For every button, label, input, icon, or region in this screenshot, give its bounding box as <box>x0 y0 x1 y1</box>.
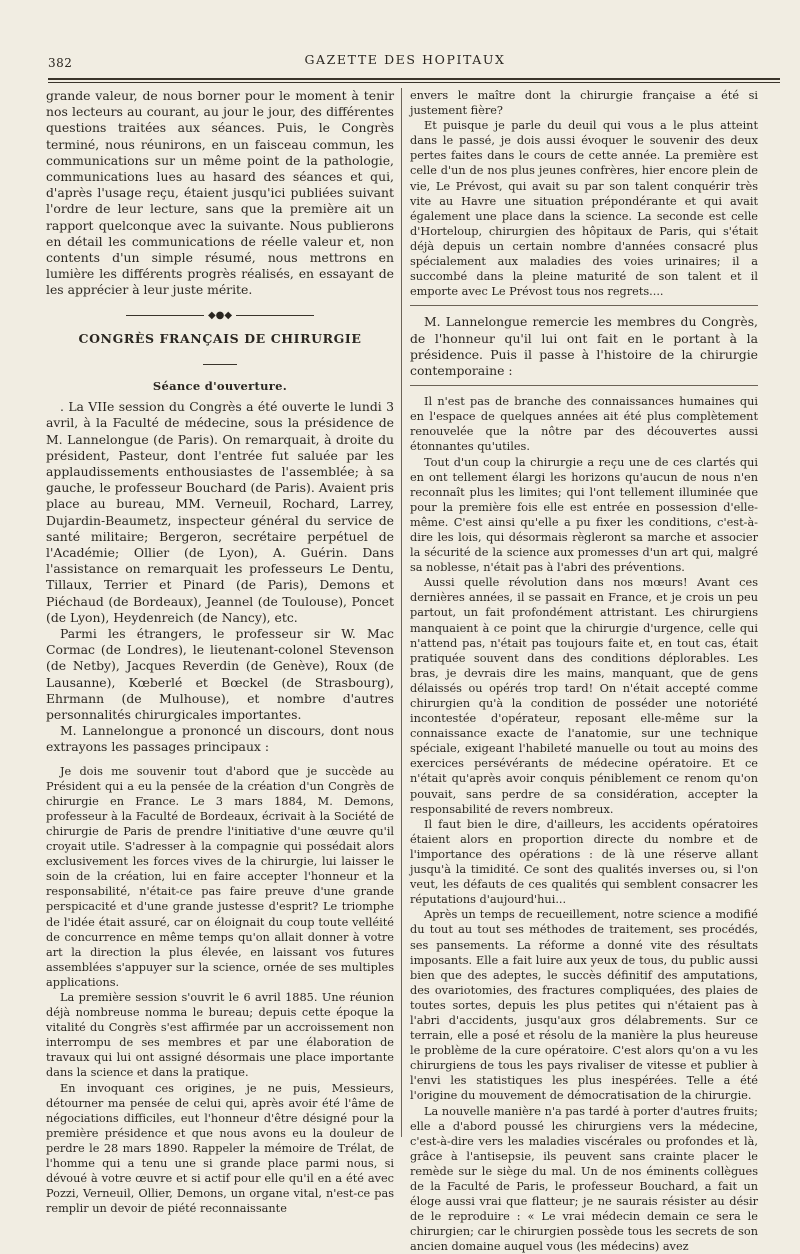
page-number: 382 <box>48 56 73 70</box>
running-title: GAZETTE DES HOPITAUX <box>304 52 506 67</box>
paragraph-foreign-guests: Parmi les étrangers, le professeur sir W. Mac Cormac (de Londres), le lieutenant-colonel Stevenson (de Netby), Jacques Reverdin (de Genève), Roux (de Lausanne), Kœberlé et Bœckel (de Strasbourg), Ehrmann (de Mulhouse), et nombre d'autres personnalités chirurgicales importantes. <box>46 625 394 722</box>
quote-paragraph: La première session s'ouvrit le 6 avril 1885. Une réunion déjà nombreuse nomma le bureau; depuis cette époque la vitalité du Congrès s'est affirmée par un accroissement non interrompu de ses membres et par une élaboration de travaux qui lui ont assigné désormais une place importante dans la science et dans la pratique. <box>46 991 394 1080</box>
quote-paragraph: envers le maître dont la chirurgie française a été si justement fière? <box>410 89 758 118</box>
subsection-title: Séance d'ouverture. <box>152 379 288 394</box>
section-title: CONGRÈS FRANÇAIS DE CHIRURGIE <box>78 331 362 347</box>
separator-rule <box>410 305 758 306</box>
paragraph-speech-intro: M. Lannelongue a prononcé un discours, dont nous extrayons les passages principaux : <box>46 723 394 755</box>
paragraph-thanks: M. Lannelongue remercie les membres du Congrès, de l'honneur qu'il lui ont fait en le portant à la présidence. Puis il passe à l'histoire de la chirurgie contemporaine : <box>410 314 758 378</box>
separator-rule <box>410 385 758 386</box>
quote-paragraph: Il n'est pas de branche des connaissances humaines qui en l'espace de quelques années ait été plus complètement renouvelée que la nôtre par des découvertes aussi étonnantes qu'utiles. <box>410 395 758 454</box>
section-underline <box>46 350 394 369</box>
quote-paragraph: Et puisque je parle du deuil qui vous a le plus atteint dans le passé, je dois aussi évoquer le souvenir des deux pertes faites dans le cours de cette année. La première est celle d'un de nos plus jeunes confrères, hier encore plein de vie, Le Prévost, qui avait su par son talent conquérir très vite au Havre une situation prépondérante et qui avait également une place dans la science. La seconde est celle d'Horteloup, chirurgien des hôpitaux de Paris, qui s'était déjà depuis un certain nombre d'années consacré plus spécialement aux maladies des voies urinaires; il a succombé dans la pleine maturité de son talent et il emporte avec Le Prévost tous nos regrets.... <box>410 119 758 299</box>
quote-paragraph: Aussi quelle révolution dans nos mœurs! Avant ces dernières années, il se passait en France, et je crois un peu partout, un fait profondément attristant. Les chirurgiens manquaient à ce point que la chirurgie d'urgence, celle qui n'attend pas, n'était pas toujours faite et, en tout cas, était pratiquée souvent dans des conditions déplorables. Les bras, je devrais dire les mains, manquant, que de gens délaissés ou opérés trop tard! On n'était accepté comme chirurgien qu'à la condition de posséder une notoriété incontestée d'opérateur, reposant elle-même sur la connaissance exacte de l'anatomie, sur une technique spéciale, exigeant l'habileté manuelle ou tout au moins des exercices persévérants de médecine opératoire. Et ce n'était qu'après avoir conquis péniblement ce renom qu'on pouvait, sans perdre de sa considération, accepter la responsabilité de revers nombreux. <box>410 576 758 816</box>
quote-paragraph: Après un temps de recueillement, notre science a modifié du tout au tout ses méthodes de traitement, ses procédés, ses pansements. La réforme a donné vite des résultats imposants. Elle a fait luire aux yeux de tous, du public aussi bien que des adeptes, le succès définitif des amputations, des ovariotomies, des fractures compliquées, des plaies de toutes sortes, depuis les plus petites qui n'étaient pas à l'abri d'accidents, jusqu'aux gros délabrements. Sur ce terrain, elle a posé et résolu de la manière la plus heureuse le problème de la cure opératoire. C'est alors qu'on a vu les chirurgiens de tous les pays rivaliser de vitesse et publier à l'envi les statistiques les plus inespérées. Telle a été l'origine du mouvement de démocratisation de la chirurgie. <box>410 908 758 1103</box>
column-divider <box>401 88 402 1137</box>
quote-paragraph: En invoquant ces origines, je ne puis, Messieurs, détourner ma pensée de celui qui, après avoir été l'âme de négociations difficiles, eut l'honneur d'être désigné pour la première présidence et que nous avons eu la douleur de perdre le 28 mars 1890. Rappeler la mémoire de Trélat, de l'homme qui a tenu une si grande place parmi nous, si dévoué à votre œuvre et si actif pour elle qu'il en a été avec Pozzi, Verneuil, Ollier, Demons, un organe vital, n'est-ce pas remplir un devoir de piété reconnaissante <box>46 1081 394 1216</box>
section-ornament: ◆●◆ <box>46 311 394 322</box>
quote-paragraph: La nouvelle manière n'a pas tardé à porter d'autres fruits; elle a d'abord poussé les chirurgiens vers la médecine, c'est-à-dire vers les maladies viscérales ou profondes et là, grâce à l'antisepsie, ils peuvent sans crainte placer le remède sur le siège du mal. Un de nos éminents collègues de la Faculté de Paris, le professeur Bouchard, a fait un éloge aussi vrai que flatteur; je ne saurais résister au désir de le reproduire : « Le vrai médecin demain ce sera le chirurgien; car le chirurgien possède tous les secrets de son ancien domaine auquel vous (les médecins) avez <box>410 1104 758 1254</box>
header-double-rule <box>48 78 780 83</box>
paragraph-session-opening: . La VIIe session du Congrès a été ouverte le lundi 3 avril, à la Faculté de médecine, sous la présidence de M. Lannelongue (de Paris). On remarquait, à droite du président, Pasteur, dont l'entrée fut saluée par les applaudissements enthousiastes de l'assemblée; à sa gauche, le professeur Bouchard (de Paris). Avaient pris place au bureau, MM. Verneuil, Rochard, Larrey, Dujardin-Beaumetz, inspecteur général du service de santé militaire; Bergeron, secrétaire perpétuel de l'Académie; Ollier (de Lyon), A. Guérin. Dans l'assistance on remarquait les professeurs Le Dentu, Tillaux, Terrier et Pinard (de Paris), Demons et Piéchaud (de Bordeaux), Jeannel (de Toulouse), Poncet (de Lyon), Heydenreich (de Nancy), etc. <box>46 399 394 625</box>
quote-paragraph: Tout d'un coup la chirurgie a reçu une de ces clartés qui en ont tellement élargi les horizons qu'aucun de nous n'en reconnaît plus les limites; qui l'ont tellement illuminée que pour la première fois elle est entrée en possession d'elle-même. C'est ainsi qu'elle a pu fixer les conditions, c'est-à-dire les lois, qui désormais règleront sa marche et associer la sécurité de la science aux promesses d'un art qui, malgré sa noblesse, n'était pas à l'abri des préventions. <box>410 455 758 575</box>
left-column <box>46 88 394 1216</box>
page-header <box>48 48 762 74</box>
intro-paragraph: grande valeur, de nous borner pour le moment à tenir nos lecteurs au courant, au jour le jour, des différentes questions traitées aux séances. Puis, le Congrès terminé, nous réunirons, en un faisceau commun, les communications sur un même point de la pathologie, communications lues au hasard des séances et qui, d'après l'usage reçu, étaient jusqu'ici publiées suivant l'ordre de leur lecture, sans que la première ait un rapport quelconque avec la suivante. Nous publierons en détail les communications de réelle valeur et, non contents d'un simple résumé, nous mettrons en lumière les différents progrès réalisés, en essayant de les apprécier à leur juste mérite. <box>46 88 394 298</box>
right-column <box>410 88 758 1254</box>
quote-paragraph: Il faut bien le dire, d'ailleurs, les accidents opératoires étaient alors en proportion directe du nombre et de l'importance des opérations : de là une réserve allant jusqu'à la timidité. Ce sont des qualités inverses ou, si l'on veut, les défauts de ces qualités qui semblent consacrer les réputations d'aujourd'hui... <box>410 817 758 907</box>
quote-paragraph: Je dois me souvenir tout d'abord que je succède au Président qui a eu la pensée de la création d'un Congrès de chirurgie en France. Le 3 mars 1884, M. Demons, professeur à la Faculté de Bordeaux, écrivait à la Société de chirurgie de Paris de prendre l'initiative d'une œuvre qu'il croyait utile. S'adresser à la compagnie qui possédait alors exclusivement les forces vives de la chirurgie, lui laisser le soin de la création, lui en faire accepter l'honneur et la responsabilité, n'était-ce pas faire preuve d'une grande perspicacité et d'une grande justesse d'esprit? Le triomphe de l'idée était assuré, car on éloignait du coup toute velléité de concurrence en même temps qu'on allait donner à votre art la direction la plus élevée, en laissant vos futures assemblées s'appuyer sur la science, ornée de ses multiples applications. <box>46 764 394 989</box>
